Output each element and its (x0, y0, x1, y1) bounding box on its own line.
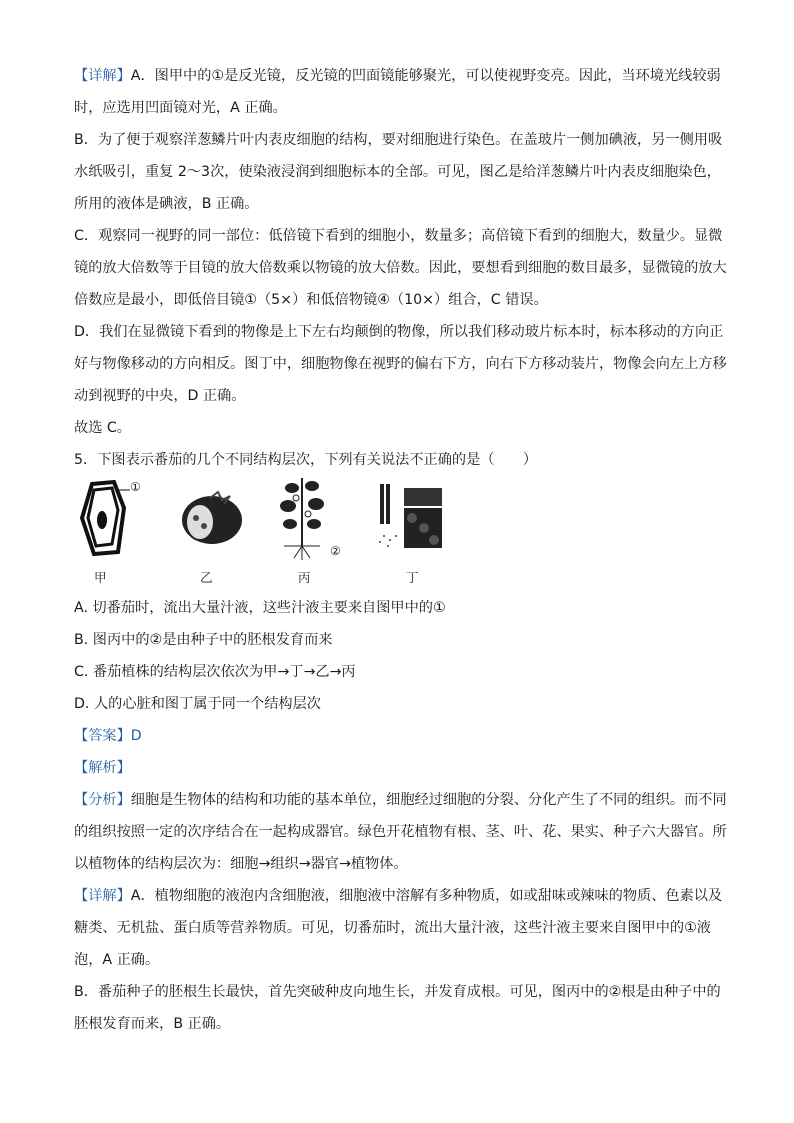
option-b: B. 图丙中的②是由种子中的胚根发育而来 (74, 632, 333, 648)
tomato-fruit-icon (174, 488, 244, 548)
detail-tag: 【详解】 (74, 68, 131, 84)
detail-line-6: C．观察同一视野的同一部位：低倍镜下看到的细胞小，数量多；高倍镜下看到的细胞大，数量少。显微 (74, 228, 723, 244)
detail2-tag: 【详解】 (74, 888, 131, 904)
detail-line-2: 时，应选用凹面镜对光，A 正确。 (74, 100, 287, 116)
detail-line-1: 【详解】A．图甲中的①是反光镜，反光镜的凹面镜能够聚光，可以使视野变亮。因此，当环境光线较弱 (74, 68, 721, 84)
detail2-line-1: 【详解】A．植物细胞的液泡内含细胞液，细胞液中溶解有多种物质，如或甜味或辣味的物质、色素以及 (74, 888, 723, 904)
tomato-plant-icon (274, 474, 334, 560)
detail-line-5: 所用的液体是碘液，B 正确。 (74, 196, 259, 212)
figure-ding-tissue (376, 482, 446, 585)
analysis-line-3: 以植物体的结构层次为：细胞→组织→器官→植物体。 (74, 856, 408, 872)
label-jia: 甲 (94, 570, 107, 585)
question-5-stem: 5．下图表示番茄的几个不同结构层次，下列有关说法不正确的是（ ） (74, 452, 538, 468)
answer-line: 【答案】D (74, 728, 142, 744)
detail-line-11: 动到视野的中央，D 正确。 (74, 388, 246, 404)
label-bing: 丙 (298, 570, 311, 585)
conclusion-line: 故选 C。 (74, 420, 131, 436)
detail-line-7: 镜的放大倍数等于目镜的放大倍数乘以物镜的放大倍数。因此，要想看到细胞的数目最多，显微镜的放大 (74, 260, 727, 276)
detail2-line-4: B．番茄种子的胚根生长最快，首先突破种皮向地生长，并发育成根。可见，图丙中的②根是由种子中的 (74, 984, 721, 1000)
option-a: A. 切番茄时，流出大量汁液，这些汁液主要来自图甲中的① (74, 600, 446, 616)
figure-yi-tomato (174, 488, 244, 585)
label-yi: 乙 (200, 570, 213, 585)
detail-line-3: B．为了便于观察洋葱鳞片叶内表皮细胞的结构，要对细胞进行染色。在盖玻片一侧加碘液，另一侧用吸 (74, 132, 723, 148)
tomato-structure-figure (74, 478, 474, 588)
detail-line-8: 倍数应是最小，即低倍目镜①（5×）和低倍物镜④（10×）组合，C 错误。 (74, 292, 548, 308)
figure-bing-plant (274, 474, 341, 585)
label-ding: 丁 (406, 570, 419, 585)
option-c: C. 番茄植株的结构层次依次为甲→丁→乙→丙 (74, 664, 356, 680)
option-d: D. 人的心脏和图丁属于同一个结构层次 (74, 696, 321, 712)
detail2-line-2: 糖类、无机盐、蛋白质等营养物质。可见，切番茄时，流出大量汁液，这些汁液主要来自图甲中的①液 (74, 920, 711, 936)
detail-line-4: 水纸吸引，重复 2～3次，使染液浸润到细胞标本的全部。可见，图乙是给洋葱鳞片叶内表皮细胞染色， (74, 164, 721, 180)
detail2-line-3: 泡，A 正确。 (74, 952, 160, 968)
figure-jia-cell (74, 478, 144, 585)
marker-2: ② (330, 544, 341, 558)
analysis-line-2: 的组织按照一定的次序结合在一起构成器官。绿色开花植物有根、茎、叶、花、果实、种子六大器官。所 (74, 824, 727, 840)
analysis-line-1: 【分析】细胞是生物体的结构和功能的基本单位，细胞经过细胞的分裂、分化产生了不同的组织。而不同 (74, 792, 727, 808)
detail-line-10: 好与物像移动的方向相反。图丁中，细胞物像在视野的偏右下方，向右下方移动装片，物像会向左上方移 (74, 356, 727, 372)
marker-1: ① (130, 480, 141, 494)
detail2-line-5: 胚根发育而来，B 正确。 (74, 1016, 231, 1032)
detail-line-9: D．我们在显微镜下看到的物像是上下左右均颠倒的物像，所以我们移动玻片标本时，标本移动的方向正 (74, 324, 724, 340)
analysis-heading: 【解析】 (74, 760, 131, 776)
tissue-icon (376, 482, 446, 552)
analysis-tag: 【分析】 (74, 792, 131, 808)
